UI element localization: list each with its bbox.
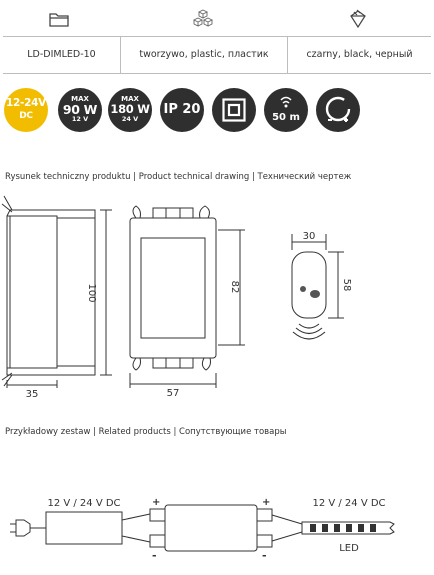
feature-badges	[4, 88, 430, 134]
power-supply	[46, 512, 122, 544]
range-badge	[264, 88, 308, 132]
front-view-body	[130, 218, 216, 358]
output-minus-sign: -	[262, 549, 267, 562]
bottom-terminal	[153, 358, 193, 368]
power-180-badge	[108, 88, 152, 132]
dimmer-badge	[316, 88, 360, 132]
voltage-type: DC	[19, 111, 33, 121]
input-minus-sign: -	[152, 549, 157, 562]
plug-pins	[10, 524, 16, 532]
related-title: Przykładowy zestaw | Related products | Сопутствующие товары	[5, 427, 287, 437]
front-view-label-area	[141, 238, 205, 338]
power-90-voltage: 12 V	[71, 115, 89, 123]
side-view-body	[7, 216, 57, 368]
voltage-badge	[4, 88, 48, 132]
range-value: 50 m	[272, 112, 300, 123]
input-terminal-plus	[150, 509, 165, 521]
dim-depth: 35	[25, 389, 39, 400]
input-terminal-minus	[150, 535, 165, 547]
ip-rating: IP 20	[163, 102, 201, 117]
wireless-signal-icon	[278, 94, 294, 110]
output-terminal-plus	[257, 509, 272, 521]
power-180-max: MAX	[121, 95, 139, 103]
technical-drawing	[0, 190, 434, 400]
material: tworzywo, plastic, пластик	[139, 49, 269, 60]
dim-height: 100	[86, 283, 97, 303]
folder-icon	[48, 8, 70, 30]
ip-rating-badge	[160, 88, 204, 132]
power-180-value: 180 W	[110, 102, 150, 116]
remote-height: 58	[341, 278, 352, 292]
signal-waves-icon	[293, 324, 325, 339]
cubes-icon	[192, 8, 214, 30]
top-terminal	[153, 208, 193, 218]
paint-bucket-icon	[347, 8, 369, 30]
dimmer-module	[165, 505, 257, 551]
wiring-diagram	[0, 490, 434, 570]
remote-body	[292, 252, 326, 318]
spec-row	[3, 36, 431, 74]
led-label: LED	[339, 543, 359, 554]
power-90-value: 90 W	[62, 102, 98, 117]
power-180-voltage: 24 V	[121, 115, 139, 123]
remote-width: 30	[302, 231, 316, 242]
led-chips	[310, 524, 376, 532]
model-number: LD-DIMLED-10	[27, 49, 96, 60]
power-90-max: MAX	[71, 95, 89, 103]
double-insulation-badge	[212, 88, 256, 132]
output-plus-sign: +	[262, 497, 271, 508]
voltage-value: 12-24V	[6, 97, 46, 109]
color-value: czarny, black, черный	[306, 49, 413, 60]
spec-icons	[0, 8, 434, 30]
power-90-badge	[58, 88, 102, 132]
remote-button	[300, 286, 306, 292]
double-square-icon	[222, 98, 246, 122]
output-voltage-label: 12 V / 24 V DC	[312, 498, 386, 509]
remote-button	[310, 290, 320, 298]
output-terminal-minus	[257, 535, 272, 547]
input-plus-sign: +	[152, 497, 161, 508]
drawing-title: Rysunek techniczny produktu | Product technical drawing | Технический чертеж	[5, 172, 352, 182]
psu-voltage-label: 12 V / 24 V DC	[47, 498, 121, 509]
power-plug	[16, 520, 30, 536]
dimmer-icon	[321, 93, 355, 127]
dim-width: 57	[166, 388, 180, 399]
dim-inner: 82	[229, 280, 240, 294]
